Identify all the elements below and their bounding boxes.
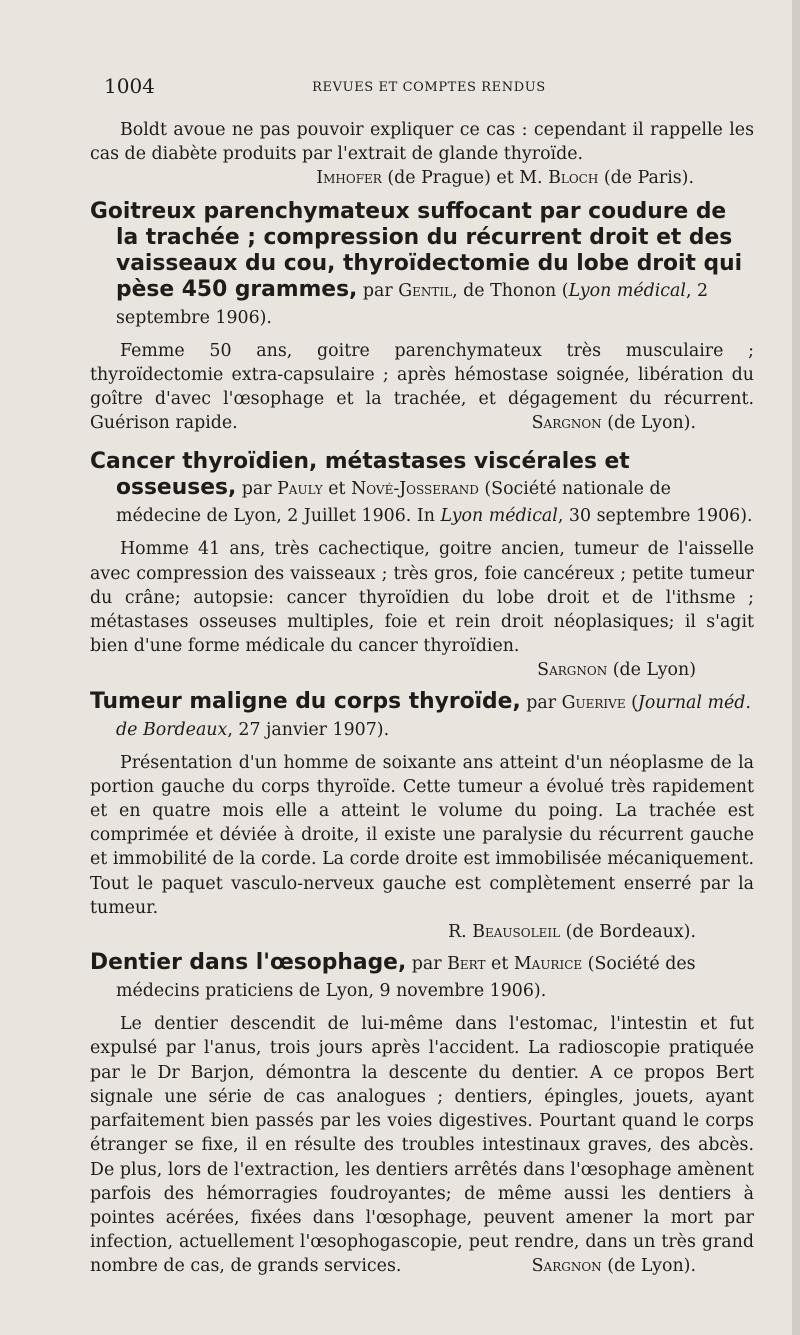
page-content <box>90 118 754 1279</box>
article-signature: R. Beausoleil (de Bordeaux). <box>448 922 696 943</box>
byline-text: (Société des médecins praticiens de Lyon, 9 novembre 1906). <box>116 954 696 1002</box>
byline-prefix: par <box>406 954 448 975</box>
journal-name: Lyon médical <box>568 280 686 301</box>
byline-text: ( <box>625 692 638 713</box>
byline-author: Nové-Josserand <box>351 479 479 500</box>
article-title: Goitreux parenchymateux suffocant par coudure de la trachée ; compression du récurrent droit et des vaisseaux du cou, thyroïdectomie du lobe droit qui pèse 450 grammes, par Gentil, de Thonon (Lyon médical, 2 septembre 1906). <box>90 198 743 328</box>
byline-author: Pauly <box>277 479 323 500</box>
article-signature: Sargnon (de Lyon). <box>531 1256 696 1277</box>
byline-author: Gentil <box>398 280 453 301</box>
page-number: 1004 <box>104 74 155 98</box>
intro-paragraph: Boldt avoue ne pas pouvoir expliquer ce cas : cependant il rappelle les cas de diabète produits par l'extrait de glande thyroïde. <box>90 120 754 165</box>
author-name: Imhofer <box>316 168 382 189</box>
author-name: Bloch <box>548 168 599 189</box>
journal-name: Lyon médical <box>440 506 558 527</box>
byline-author: Bert <box>447 954 486 975</box>
byline-author: Maurice <box>513 954 583 975</box>
article-title: Dentier dans l'œsophage, par Bert et Maurice (Société des médecins praticiens de Lyon, 9 novembre 1906). <box>90 950 696 1002</box>
page-edge <box>792 0 800 1335</box>
author-place: (de Prague) et M. <box>381 168 549 189</box>
article-body: Femme 50 ans, goitre parenchymateux très musculaire ; thyroïdectomie extra-capsulaire ; après hémostase soignée, libération du goître d'avec l'œsophage et la trachée, et dégagement du récurrent. Guérison rapide. <box>90 340 754 434</box>
byline-date: , 30 septembre 1906). <box>557 506 753 527</box>
article-title: Tumeur maligne du corps thyroïde, par Guerive (Journal méd. de Bordeaux, 27 janvier 1907). <box>90 688 751 740</box>
byline-date: , 27 janvier 1907). <box>227 719 390 740</box>
byline-text: (Société nationale de médecine de Lyon, 2 Juillet 1906. In <box>116 479 671 527</box>
page-header <box>104 74 754 104</box>
byline-text: , de Thonon ( <box>452 280 569 301</box>
article-body: Homme 41 ans, très cachectique, goitre ancien, tumeur de l'aisselle avec compression des vaisseaux ; très gros, foie cancéreux ; petite tumeur du crâne; autopsie: cancer thyroïdien du lobe droit et de l'ithsme ; métastases osseuses multiples, foie et rein droit néoplasiques; il s'agit bien d'une forme médicale du cancer thyroïdien. <box>90 539 754 657</box>
intro-authors <box>90 166 754 190</box>
article-title: Cancer thyroïdien, métastases viscérales et osseuses, par Pauly et Nové-Josserand (Société nationale de médecine de Lyon, 2 Juillet 1906. In Lyon médical, 30 septembre 1906). <box>90 449 753 527</box>
byline-date: , 2 septembre 1906). <box>116 280 709 328</box>
article-body: Présentation d'un homme de soixante ans atteint d'un néoplasme de la portion gauche du corps thyroïde. Cette tumeur a évolué très rapidement et en quatre mois elle a atteint le volume du poing. La trachée est comprimée et déviée à droite, il existe une paralysie du récurrent gauche et immobilité de la corde. La corde droite est immobilisée mécaniquement. Tout le paquet vasculo-nerveux gauche est complètement enserré par la tumeur. <box>90 752 754 918</box>
byline-author: Guerive <box>561 692 626 713</box>
running-head: REVUES ET COMPTES RENDUS <box>312 80 546 95</box>
author-place: (de Paris). <box>598 168 694 189</box>
article-signature: Sargnon (de Lyon). <box>531 413 696 434</box>
article-signature: Sargnon (de Lyon) <box>537 660 696 681</box>
byline-prefix: par <box>520 692 562 713</box>
journal-name: Journal méd. de Bordeaux <box>116 692 751 740</box>
byline-prefix: par <box>236 479 278 500</box>
article-body: Le dentier descendit de lui-même dans l'estomac, l'intestin et fut expulsé par l'anus, trois jours après l'accident. La radioscopie pratiquée par le Dr Barjon, démontra la descente du dentier. A ce propos Bert signale une série de cas analogues ; dentiers, épingles, jouets, ayant parfaitement bien passés par les voies digestives. Pourtant quand le corps étranger se fixe, il en résulte des troubles intestinaux graves, des abcès. De plus, lors de l'extraction, les dentiers arrêtés dans l'œsophage amènent parfois des hémorragies foudroyantes; de même aussi les dentiers à pointes acérées, fixées dans l'œsophage, peuvent amener la mort par infection, actuellement l'œsophogascopie, peut rendre, dans un très grand nombre de cas, de grands services. <box>90 1014 754 1277</box>
byline-prefix: par <box>357 280 399 301</box>
